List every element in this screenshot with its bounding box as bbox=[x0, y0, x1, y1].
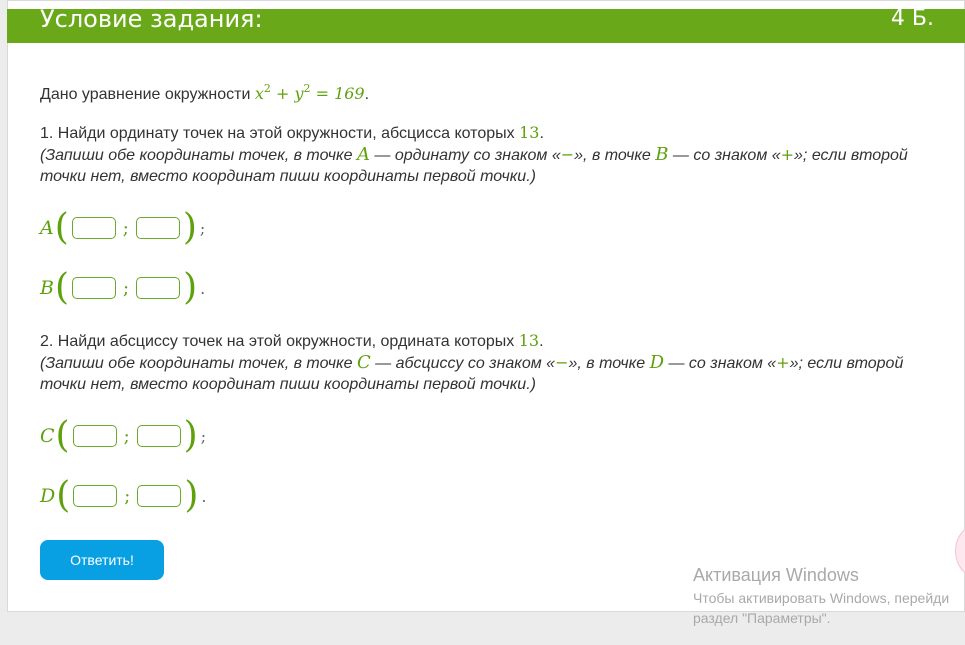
task2-hint: (Запиши обе координаты точек, в точке C — абсциссу со знаком «−», в точке D — со знаком «+»; если второй bbox=[40, 352, 904, 373]
task2-question: 2. Найди абсциссу точек на этой окружности, ордината которых 13. bbox=[40, 331, 544, 350]
submit-button[interactable]: Ответить! bbox=[40, 540, 164, 580]
answer-row-d: D ( ; ) . bbox=[40, 475, 207, 516]
task-header bbox=[7, 5, 965, 43]
task-title: Условие задания: bbox=[40, 5, 263, 33]
a-x-input[interactable] bbox=[72, 217, 116, 239]
equation: $x^2 + y^2 = 169$ bbox=[254, 82, 365, 103]
point-label: A bbox=[40, 217, 54, 239]
problem-statement: Дано уравнение окружности $x^2 + y^2 = 169$. bbox=[40, 82, 370, 103]
point-label: C bbox=[40, 425, 55, 447]
a-y-input[interactable] bbox=[136, 217, 180, 239]
windows-activation-title: Активация Windows bbox=[693, 565, 859, 585]
windows-activation-line: раздел "Параметры". bbox=[693, 610, 831, 626]
c-x-input[interactable] bbox=[73, 425, 117, 447]
d-x-input[interactable] bbox=[73, 485, 117, 507]
answer-row-c: C ( ; ) ; bbox=[40, 415, 207, 456]
task1-hint: (Запиши обе координаты точек, в точке A — ординату со знаком «−», в точке B — со знаком «+»; если второй bbox=[40, 144, 908, 165]
answer-row-b: B ( ; ) . bbox=[40, 267, 206, 308]
task1-hint-line2: точки нет, вместо координат пиши координаты первой точки.) bbox=[40, 168, 536, 185]
task-points: 4 Б. bbox=[890, 6, 934, 31]
c-y-input[interactable] bbox=[137, 425, 181, 447]
d-y-input[interactable] bbox=[137, 485, 181, 507]
point-label: D bbox=[40, 485, 56, 507]
windows-activation-line: Чтобы активировать Windows, перейди bbox=[693, 590, 950, 606]
answer-row-a: A ( ; ) ; bbox=[40, 207, 206, 248]
point-label: B bbox=[40, 277, 54, 299]
b-y-input[interactable] bbox=[136, 277, 180, 299]
task1-question: 1. Найди ординату точек на этой окружности, абсцисса которых 13. bbox=[40, 123, 544, 142]
b-x-input[interactable] bbox=[72, 277, 116, 299]
task2-hint-line2: точки нет, вместо координат пиши координаты первой точки.) bbox=[40, 376, 536, 393]
